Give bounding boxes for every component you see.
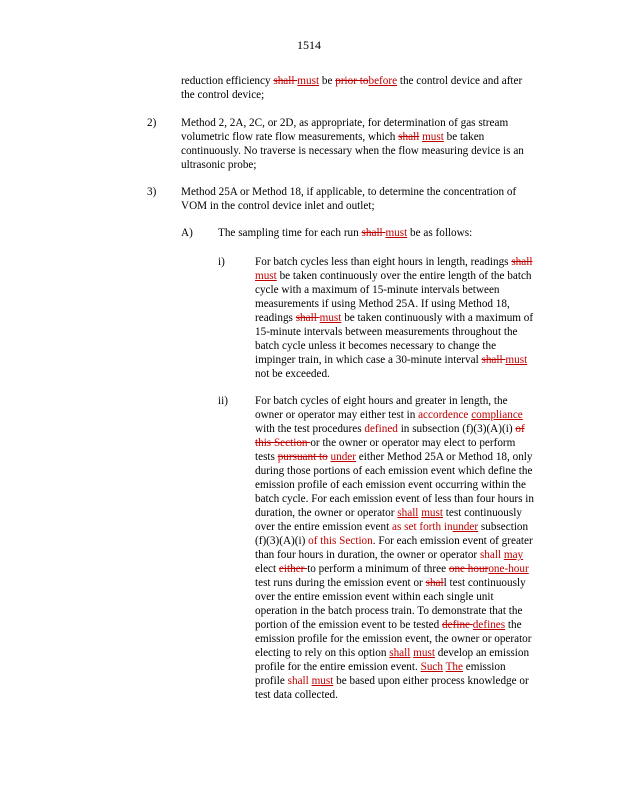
deleted-text: shall bbox=[295, 312, 320, 324]
inserted-text: must bbox=[255, 270, 277, 282]
indicated-text: as set forth in bbox=[392, 521, 453, 533]
deleted-text: shall bbox=[511, 256, 533, 268]
item-2-text: Method 2, 2A, 2C, or 2D, as appropriate, for determination of gas stream volumetric flow rate flow measurements, which shall must be taken continuously. No traverse is necessary when the flow measuring device is an ultrasonic probe; bbox=[181, 117, 524, 171]
inserted-text: shall bbox=[397, 507, 419, 519]
item-i-text: For batch cycles less than eight hours in length, readings shall must be taken continuously over the entire length of the batch cycle with a maximum of 15-minute intervals between measurements if using Method 25A. If using Method 18, readings shall must be taken continuously with a maximum of 15-minute intervals between measurements throughout the batch cycle unless it becomes necessary to change the impinger train, in which case a 30-minute interval shall must not be exceeded. bbox=[255, 256, 534, 380]
indicated-text: shall bbox=[479, 549, 502, 561]
continued-paragraph: reduction efficiency shall must be prior tobefore the control device and after the control device; bbox=[181, 75, 523, 101]
deleted-text: shall bbox=[398, 131, 420, 143]
inserted-text: must bbox=[297, 75, 320, 87]
item-3-label: 3) bbox=[147, 186, 157, 198]
inserted-text: The bbox=[445, 661, 463, 673]
item-a-text: The sampling time for each run shall must be as follows: bbox=[218, 227, 473, 239]
inserted-text: one-hour bbox=[488, 563, 529, 575]
inserted-text: Such bbox=[420, 661, 443, 673]
inserted-text: under bbox=[452, 521, 479, 533]
item-3-text: Method 25A or Method 18, if applicable, to determine the concentration of VOM in the control device inlet and outlet; bbox=[181, 186, 517, 212]
indicated-text: of this Section bbox=[308, 535, 373, 547]
inserted-text: shall bbox=[389, 647, 411, 659]
inserted-text: may bbox=[503, 549, 524, 561]
item-ii-text: For batch cycles of eight hours and greater in length, the owner or operator may either test in accordence compliance with the test procedures defined in subsection (f)(3)(A)(i) of this Section or the owner or operator may elect to perform tests pursuant to under either Method 25A or Method 18, only during those portions of each emission event which define the emission profile of each emission event occurring within the batch cycle. For each emission event of less than four hours in duration, the owner or operator shall must test continuously over the entire emission event as set forth inunder subsection (f)(3)(A)(i) of this Section. For each emission event of greater than four hours in duration, the owner or operator shall may elect either to perform a minimum of three one hourone-hour test runs during the emission event or shall test continuously over the entire emission event within each single unit operation in the batch process train. To demonstrate that the portion of the emission event to be tested define defines the emission profile for the emission event, the owner or operator electing to rely on this option shall must develop an emission profile for the entire emission event. Such The emission profile shall must be based upon either process knowledge or test data collected. bbox=[255, 395, 534, 701]
item-i-label: i) bbox=[218, 256, 225, 268]
deleted-text: either bbox=[278, 563, 308, 575]
item-2-label: 2) bbox=[147, 117, 157, 129]
deleted-text: shall bbox=[361, 227, 386, 239]
indicated-text: defined bbox=[364, 423, 398, 435]
deleted-text: one hour bbox=[448, 563, 489, 575]
inserted-text: must bbox=[413, 647, 435, 659]
inserted-text: under bbox=[330, 451, 356, 463]
inserted-text: must bbox=[422, 131, 444, 143]
inserted-text: must bbox=[311, 675, 334, 687]
inserted-text: must bbox=[421, 507, 443, 519]
indicated-text: shall bbox=[287, 675, 309, 687]
item-a-label: A) bbox=[181, 227, 193, 239]
item-ii-label: ii) bbox=[218, 395, 228, 407]
inserted-text: must bbox=[505, 354, 528, 366]
inserted-text: defines bbox=[472, 619, 506, 631]
indicated-text: accordence bbox=[418, 409, 469, 421]
inserted-text: before bbox=[368, 75, 398, 87]
deleted-text: define bbox=[442, 619, 473, 631]
deleted-text: of this Section bbox=[255, 423, 525, 449]
page-number: 1514 bbox=[297, 38, 321, 52]
inserted-text: compliance bbox=[471, 409, 523, 421]
inserted-text: must bbox=[385, 227, 408, 239]
deleted-text: pursuant to bbox=[277, 451, 328, 463]
deleted-text: shall bbox=[481, 354, 506, 366]
deleted-text: prior to bbox=[335, 75, 369, 87]
deleted-text: shall bbox=[273, 75, 298, 87]
deleted-text: shal bbox=[425, 577, 444, 589]
inserted-text: must bbox=[319, 312, 342, 324]
